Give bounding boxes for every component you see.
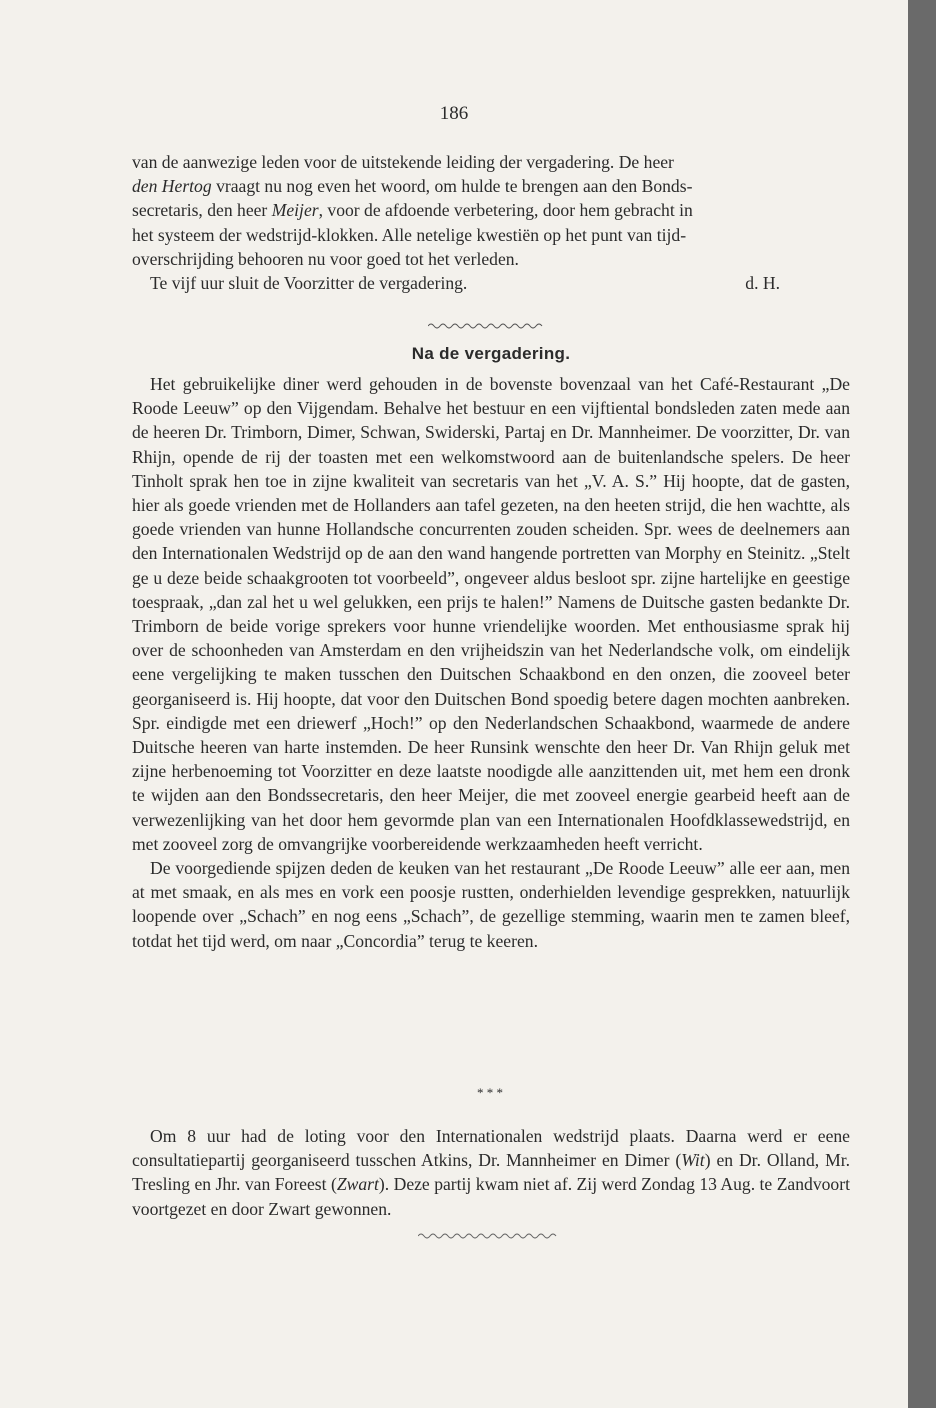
name-meijer: Meijer <box>271 200 319 221</box>
colour-wit: Wit <box>681 1150 705 1171</box>
signature: d. H. <box>745 273 780 294</box>
page-number: 186 <box>439 103 469 124</box>
diner-paragraph: Het gebruikelijke diner werd gehouden in de bovenste bovenzaal van het Café-Restaurant „De Roode Leeuw” op den Vijgendam. Behalve het bestuur en een vijftiental bondsleden zaten mede aan de heeren Dr. Trimborn, Dimer, Schwan, Swiderski, Partaj en Dr. Mannheimer. De voorzitter, Dr. van Rhijn, opende de rij der toasten met een welkomstwoord aan de buitenlandsche spelers. De heer Tinholt sprak hen toe in zijne kwaliteit van secretaris van het „V. A. S.” Hij hoopte, dat de gasten, hier als goede vrienden met de Hollanders aan tafel gezeten, na den heeten strijd, die hen wachtte, als goede vrienden van hunne Hollandsche concurrenten zouden scheiden. Spr. wees de deelnemers aan den Internationalen Wedstrijd op de aan den wand hangende portretten van Morphy en Steinitz. „Stelt ge u deze beide schaakgrooten tot voorbeeld”, ongeveer aldus besloot spr. zijne hartelijke en geestige toespraak, „dan zal het u wel gelukken, een prijs te halen!” Namens de Duitsche gasten bedankte Dr. Trimborn de beide vorige sprekers voor hunne vriendelijke woorden. Met enthousiasme sprak hij over de schoonheden van Amsterdam en den vrijheidszin van het Nederlandsche volk, om eindelijk eene vergelijking te maken tusschen den Duitschen Schaakbond en den onzen, die zooveel beter georganiseerd is. Hij hoopte, dat voor den Duitschen Bond spoedig betere dagen mochten aanbreken. Spr. eindigde met een driewerf „Hoch!” op den Nederlandschen Schaakbond, waarmede de andere Duitsche heeren van harte instemden. De heer Runsink wenschte den heer Dr. Van Rhijn geluk met zijne herbenoeming tot Voorzitter en deze laatste noodigde alle aanzittenden uit, met hem een dronk te wijden aan den Bondssecretaris, den heer Meijer, die met zooveel energie gearbeid heeft aan de verwezenlijking van het door hem gevormde plan van een Internationalen Hoofdklassewedstrijd, en met zooveel zorg de omvangrijke voorbereidende werkzaamheden heeft verricht. <box>132 374 850 854</box>
loting-section <box>132 1124 850 1221</box>
closing-text: Te vijf uur sluit de Voorzitter de vergadering. <box>150 273 468 294</box>
intro-line-2: den Hertog vraagt nu nog even het woord, om hulde te brengen aan den Bonds- <box>132 176 693 197</box>
decorative-divider-top <box>428 322 546 330</box>
intro-line-1: van de aanwezige leden voor de uitstekende leiding der vergadering. De heer <box>132 152 674 172</box>
decorative-divider-bottom <box>418 1232 558 1240</box>
diner-section <box>132 372 850 953</box>
name-hertog: den Hertog <box>132 176 212 197</box>
page-edge-shadow <box>908 0 936 1408</box>
intro-line-3: secretaris, den heer Meijer, voor de afdoende verbetering, door hem gebracht in <box>132 200 693 221</box>
closing-line <box>132 271 850 295</box>
colour-zwart: Zwart <box>336 1174 379 1195</box>
loting-paragraph: Om 8 uur had de loting voor den Internationalen wedstrijd plaats. Daarna werd er eene consultatiepartij georganiseerd tusschen Atkins, Dr. Mannheimer en Dimer (Wit) en Dr. Olland, Mr. Tresling en Jhr. van Foreest (Zwart). Deze partij kwam niet af. Zij werd Zondag 13 Aug. te Zandvoort voortgezet en door Zwart gewonnen. <box>132 1126 850 1219</box>
asterism-divider: * * * <box>477 1085 503 1100</box>
section-heading: Na de vergadering. <box>411 344 571 363</box>
intro-paragraph <box>132 150 850 295</box>
intro-line-5: overschrijding behooren nu voor goed tot het verleden. <box>132 248 519 269</box>
intro-line-4: het systeem der wedstrijd-klokken. Alle netelige kwestiën op het punt van tijd- <box>132 224 687 245</box>
spijzen-paragraph: De voorgediende spijzen deden de keuken van het restaurant „De Roode Leeuw” alle eer aan, men at met smaak, en als mes en vork een poosje rustten, onderhielden levendige gesprekken, natuurlijk loopende over „Schach” en nog eens „Schach”, de gezellige stemming, waarin men te zamen bleef, totdat het tijd werd, om naar „Concordia” terug te keeren. <box>132 858 850 951</box>
